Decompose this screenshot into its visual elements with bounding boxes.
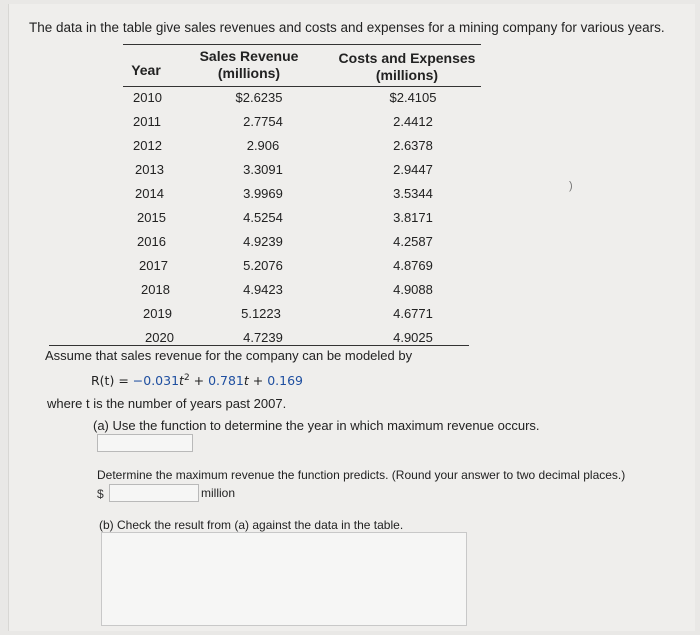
table-cell-revenue: 4.9239 [243, 234, 283, 249]
table-cell-year: 2010 [133, 90, 162, 105]
where-text: where t is the number of years past 2007. [47, 396, 287, 411]
table-cell-costs: 2.6378 [393, 138, 433, 153]
year-answer-input[interactable] [97, 434, 193, 452]
intro-text: The data in the table give sales revenues and costs and expenses for a mining company for various years. [29, 20, 665, 35]
header-revenue: Sales Revenue (millions) [199, 48, 299, 81]
table-cell-revenue: 3.3091 [243, 162, 283, 177]
table-cell-year: 2018 [141, 282, 170, 297]
table-cell-year: 2012 [133, 138, 162, 153]
table-cell-costs: 4.2587 [393, 234, 433, 249]
table-cell-year: 2019 [143, 306, 172, 321]
table-cell-revenue: 5.2076 [243, 258, 283, 273]
table-cell-costs: 3.5344 [393, 186, 433, 201]
part-a-question: (a) Use the function to determine the year in which maximum revenue occurs. [93, 418, 540, 433]
table-cell-revenue: 5.1223 [241, 306, 281, 321]
table-top-rule [123, 44, 481, 45]
table-cell-year: 2016 [137, 234, 166, 249]
table-cell-year: 2015 [137, 210, 166, 225]
table-cell-revenue: 3.9969 [243, 186, 283, 201]
header-costs: Costs and Expenses (millions) [338, 50, 476, 83]
max-revenue-input[interactable] [109, 484, 199, 502]
table-cell-costs: 2.4412 [393, 114, 433, 129]
table-cell-revenue: 4.7239 [243, 330, 283, 345]
header-year: Year [131, 62, 161, 78]
stray-mark: ) [569, 180, 573, 192]
table-cell-year: 2011 [133, 114, 161, 129]
table-cell-costs: 4.8769 [393, 258, 433, 273]
table-cell-costs: 3.8171 [393, 210, 433, 225]
table-cell-year: 2014 [135, 186, 164, 201]
unit-label: million [201, 486, 236, 500]
table-cell-costs: $2.4105 [389, 90, 437, 105]
table-cell-year: 2013 [135, 162, 164, 177]
table-cell-costs: 4.9025 [393, 330, 433, 345]
table-cell-costs: 4.6771 [393, 306, 433, 321]
table-cell-revenue: $2.6235 [235, 90, 283, 105]
part-b-question: (b) Check the result from (a) against the data in the table. [99, 518, 404, 532]
header-rule [123, 86, 481, 87]
part-b-answer-textarea[interactable] [101, 532, 467, 626]
max-revenue-question: Determine the maximum revenue the function predicts. (Round your answer to two decimal places.) [97, 468, 626, 482]
table-cell-year: 2020 [145, 330, 174, 345]
table-cell-costs: 2.9447 [393, 162, 433, 177]
table-cell-revenue: 2.7754 [243, 114, 283, 129]
table-cell-year: 2017 [139, 258, 168, 273]
table-cell-revenue: 4.9423 [243, 282, 283, 297]
table-cell-revenue: 4.5254 [243, 210, 283, 225]
model-intro: Assume that sales revenue for the company can be modeled by [45, 348, 413, 363]
question-page [8, 4, 695, 631]
revenue-formula: $R(t) = -0.031t^2 + 0.781t + 0.169$ [91, 373, 304, 389]
table-bottom-rule [49, 345, 469, 346]
table-cell-costs: 4.9088 [393, 282, 433, 297]
currency-symbol: $ [97, 487, 104, 501]
table-cell-revenue: 2.906 [246, 138, 280, 153]
